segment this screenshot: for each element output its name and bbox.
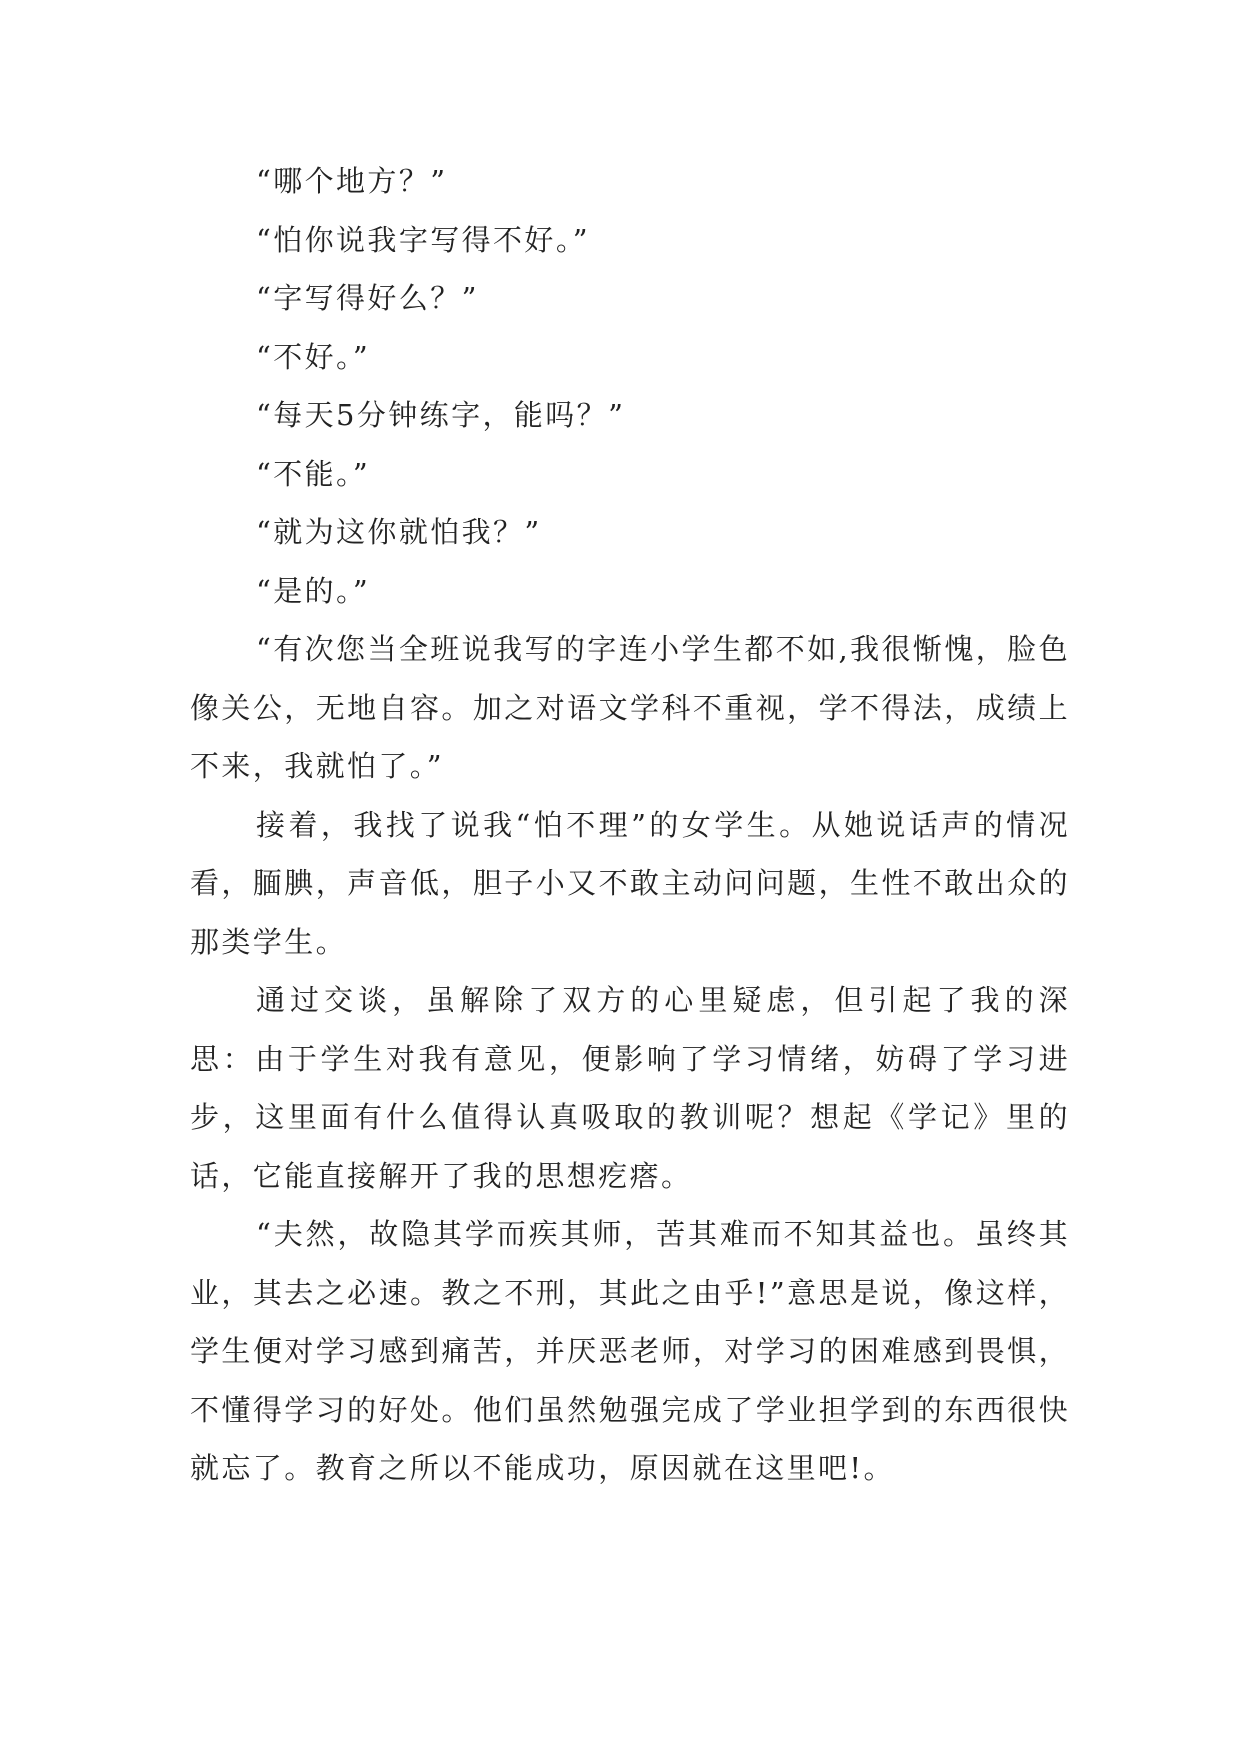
dialogue-line: “就为这你就怕我？” bbox=[256, 515, 542, 549]
dialogue-line: “每天5分钟练字，能吗？” bbox=[256, 398, 626, 432]
dialogue-line: “不能。” bbox=[256, 456, 371, 491]
document-body bbox=[190, 152, 1070, 1498]
body-paragraph: “有次您当全班说我写的字连小学生都不如,我很惭愧，脸色像关公，无地自容。加之对语文学科不重视，学不得法，成绩上不来，我就怕了。” bbox=[190, 632, 1070, 783]
dialogue-line: “不好。” bbox=[256, 339, 371, 374]
dialogue-line: “怕你说我字写得不好。” bbox=[256, 222, 590, 257]
body-paragraph: 通过交谈，虽解除了双方的心里疑虑，但引起了我的深思：由于学生对我有意见，便影响了学习情绪，妨碍了学习进步，这里面有什么值得认真吸取的教训呢？想起《学记》里的话，它能直接解开了我的思想疙瘩。 bbox=[190, 983, 1070, 1193]
dialogue-line: “是的。” bbox=[256, 573, 371, 608]
dialogue-line: “哪个地方？” bbox=[256, 164, 448, 198]
dialogue-line: “字写得好么？” bbox=[256, 281, 479, 315]
body-paragraph: 接着，我找了说我“怕不理”的女学生。从她说话声的情况看，腼腆，声音低，胆子小又不敢主动问问题，生性不敢出众的那类学生。 bbox=[190, 807, 1070, 959]
body-paragraph: “夫然，故隐其学而疾其师，苦其难而不知其益也。虽终其业，其去之必速。教之不刑，其此之由乎!”意思是说，像这样，学生便对学习感到痛苦，并厌恶老师，对学习的困难感到畏惧，不懂得学习的好处。他们虽然勉强完成了学业担学到的东西很快就忘了。教育之所以不能成功，原因就在这里吧!。 bbox=[190, 1217, 1070, 1485]
